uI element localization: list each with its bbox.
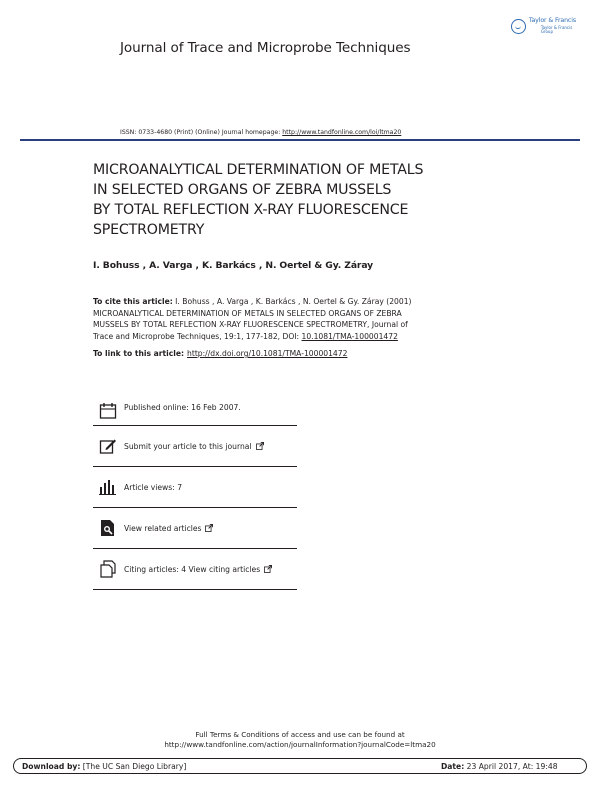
external-link-icon: [256, 442, 264, 450]
submit-article-link[interactable]: Submit your article to this journal: [124, 441, 252, 451]
authors: I. Bohuss , A. Varga , K. Barkács , N. Oertel & Gy. Záray: [93, 260, 374, 271]
article-link[interactable]: http://dx.doi.org/10.1081/TMA-100001472: [187, 349, 348, 358]
article-views-text: Article views: 7: [124, 482, 183, 492]
edit-icon: [99, 437, 117, 455]
title-line: SPECTROMETRY: [93, 222, 205, 238]
published-online-text: Published online: 16 Feb 2007.: [124, 403, 241, 412]
terms-line-1: Full Terms & Conditions of access and use can be found at: [195, 730, 405, 739]
doi-link[interactable]: 10.1081/TMA-100001472: [301, 331, 398, 341]
citing-articles-item[interactable]: [93, 549, 297, 590]
related-articles-link[interactable]: View related articles: [124, 523, 202, 533]
external-link-icon: [205, 524, 213, 532]
document-search-icon: [99, 519, 117, 537]
citation-line-1: I. Bohuss , A. Varga , K. Barkács , N. Oertel & Gy. Záray (2001): [172, 297, 412, 306]
download-info-bar: [13, 758, 587, 774]
bar-chart-icon: [99, 478, 117, 496]
article-views-item: [93, 467, 297, 508]
citation-line-3: MUSSELS BY TOTAL REFLECTION X-RAY FLUORESCENCE SPECTROMETRY, Journal of: [93, 320, 408, 330]
issn-line: [120, 129, 401, 136]
logo-subtitle: Taylor & Francis Group: [540, 24, 573, 34]
title-line: MICROANALYTICAL DETERMINATION OF METALS: [93, 162, 424, 178]
citation-block: [93, 296, 523, 342]
citing-articles-link[interactable]: Citing articles: 4 View citing articles: [124, 564, 261, 574]
download-date: [441, 762, 558, 771]
title-line: IN SELECTED ORGANS OF ZEBRA MUSSELS: [93, 182, 392, 198]
header-divider: [20, 139, 580, 141]
submit-article-item[interactable]: [93, 426, 297, 467]
terms-footer: [0, 730, 600, 750]
info-list: [93, 391, 297, 590]
download-by-value: [The UC San Diego Library]: [80, 762, 187, 771]
download-by: [22, 762, 186, 771]
terms-url[interactable]: http://www.tandfonline.com/action/journalInformation?journalCode=ltma20: [164, 740, 436, 749]
related-articles-item[interactable]: [93, 508, 297, 549]
journal-homepage-link[interactable]: http://www.tandfonline.com/loi/ltma20: [282, 129, 402, 136]
article-title: [93, 160, 563, 240]
logo-name: Taylor & Francis: [528, 17, 576, 25]
external-link-icon: [264, 565, 272, 573]
link-label: To link to this article:: [93, 349, 185, 358]
title-line: BY TOTAL REFLECTION X-RAY FLUORESCENCE: [93, 202, 409, 218]
download-by-label: Download by:: [22, 762, 81, 771]
citation-line-4: Trace and Microprobe Techniques, 19:1, 177-182, DOI:: [93, 331, 302, 341]
publisher-logo[interactable]: [511, 16, 585, 36]
issn-text: ISSN: 0733-4680 (Print) (Online) Journal homepage:: [120, 129, 283, 136]
calendar-icon: [99, 402, 117, 420]
download-date-label: Date:: [441, 762, 465, 771]
journal-title: Journal of Trace and Microprobe Techniques: [120, 40, 411, 56]
link-line: [93, 349, 347, 358]
citation-line-2: MICROANALYTICAL DETERMINATION OF METALS IN SELECTED ORGANS OF ZEBRA: [93, 308, 402, 318]
citation-label: To cite this article:: [93, 297, 173, 306]
citing-icon: [99, 560, 117, 578]
download-date-value: 23 April 2017, At: 19:48: [464, 762, 558, 771]
logo-icon: [511, 19, 526, 34]
published-online-item: [93, 391, 297, 426]
